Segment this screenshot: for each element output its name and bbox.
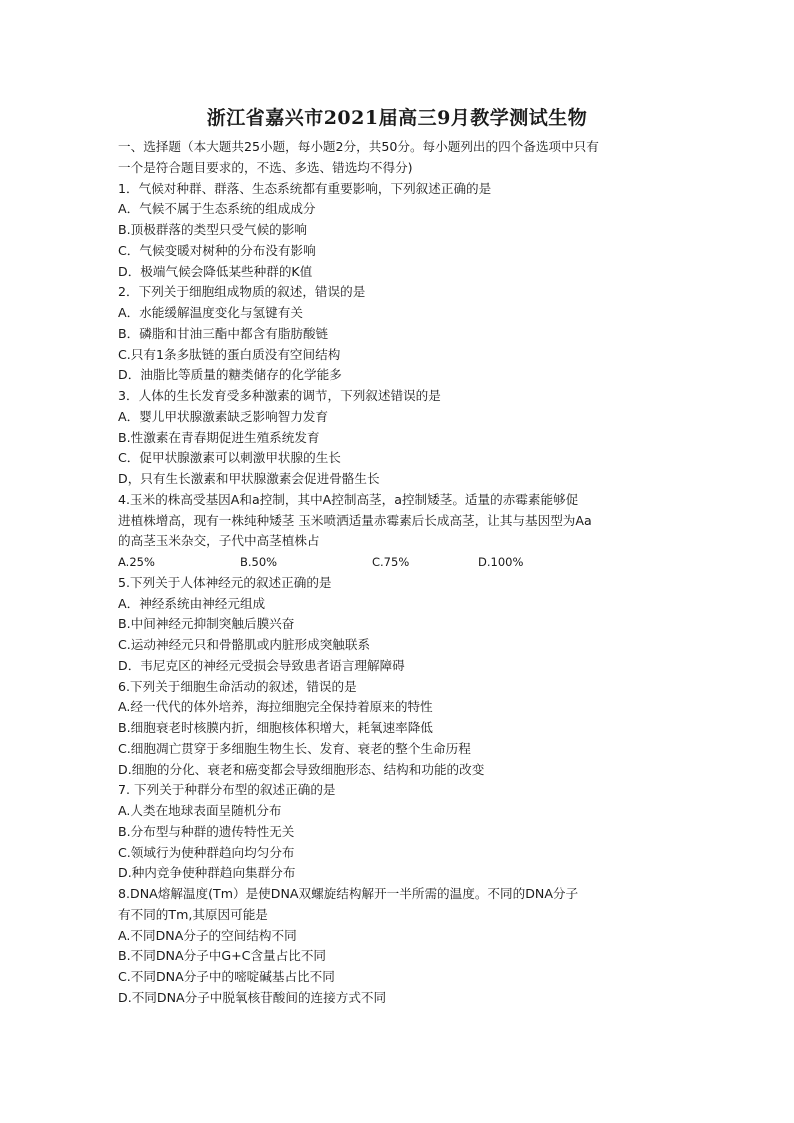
question-stem: 2．下列关于细胞组成物质的叙述，错误的是 [118,284,366,300]
question-stem: 的高茎玉米杂交，子代中高茎植株占 [118,533,320,549]
answer-option: A．水能缓解温度变化与氢键有关 [118,305,303,320]
answer-option: D．韦尼克区的神经元受损会导致患者语言理解障碍 [118,657,405,673]
answer-option: B．磷脂和甘油三酯中都含有脂肪酸链 [118,325,329,341]
answer-option: D.不同DNA分子中脱氧核苷酸间的连接方式不同 [118,989,387,1005]
answer-option: A．婴儿甲状腺激素缺乏影响智力发育 [118,408,329,424]
answer-option: C.75% [372,555,410,569]
question-stem: 8.DNA熔解温度(Tm）是使DNA双螺旋结构解开一半所需的温度。不同的DNA分子 [118,886,579,901]
answer-option: A．气候不属于生态系统的组成成分 [118,201,316,217]
answer-option: D．极端气候会降低某些种群的K值 [118,263,313,279]
answer-option: B.细胞衰老时核膜内折，细胞核体积增大，耗氧速率降低 [118,720,433,735]
question-text [118,137,678,1009]
answer-option: C.领域行为使种群趋向均匀分布 [118,844,295,860]
answer-option: B.不同DNA分子中G+C含量占比不同 [118,948,327,964]
text-line: 一个是符合题目要求的，不选、多选、错选均不得分) [118,159,413,175]
answer-option: B.50% [240,555,278,569]
answer-option: A.25% [118,555,155,569]
answer-option: C.只有1条多肽链的蛋白质没有空间结构 [118,346,341,362]
answer-option: D.100% [478,555,524,569]
answer-option: A．神经系统由神经元组成 [118,595,266,611]
text-line: 一、选择题（本大题共25小题，每小题2分，共50分。每小题列出的四个备选项中只有 [118,139,599,154]
question-stem: 6.下列关于细胞生命活动的叙述，错误的是 [118,678,357,694]
question-stem: 1．气候对种群、群落、生态系统都有重要影响，下列叙述正确的是 [118,180,492,196]
answer-option: B.中间神经元抑制突触后膜兴奋 [118,616,295,632]
answer-option: C．促甲状腺激素可以刺激甲状腺的生长 [118,450,341,466]
answer-option: D．油脂比等质量的糖类储存的化学能多 [118,367,342,383]
q4-options-row [118,552,678,573]
answer-option: C.运动神经元只和骨骼肌或内脏形成突触联系 [118,637,371,652]
answer-option: B.性激素在青春期促进生殖系统发育 [118,429,320,445]
answer-option: A.人类在地球表面呈随机分布 [118,803,282,818]
answer-option: D.种内竞争使种群趋向集群分布 [118,865,296,881]
question-stem: 进植株增高，现有一株纯种矮茎 玉米喷洒适量赤霉素后长成高茎，让其与基因型为Aa [118,512,592,528]
answer-option: D.细胞的分化、衰老和癌变都会导致细胞形态、结构和功能的改变 [118,761,485,777]
answer-option: B.分布型与种群的遗传特性无关 [118,823,295,839]
page-title: 浙江省嘉兴市2021届高三9月教学测试生物 [206,107,588,129]
question-stem: 5.下列关于人体神经元的叙述正确的是 [118,574,332,590]
answer-option: C.细胞凋亡贯穿于多细胞生物生长、发育、衰老的整个生命历程 [118,740,471,756]
answer-option: D，只有生长激素和甲状腺激素会促进骨骼生长 [118,471,380,486]
question-stem: 有不同的Tm,其原因可能是 [118,906,268,922]
answer-option: C.不同DNA分子中的嘧啶碱基占比不同 [118,969,335,984]
question-stem: 3．人体的生长发育受多种激素的调节，下列叙述错误的是 [118,388,441,403]
answer-option: C．气候变暖对树种的分布没有影响 [118,242,316,258]
answer-option: A.经一代代的体外培养，海拉细胞完全保持着原来的特性 [118,699,433,715]
answer-option: B.顶极群落的类型只受气候的影响 [118,222,307,237]
question-stem: 4.玉米的株高受基因A和a控制，其中A控制高茎，a控制矮茎。适量的赤霉素能够促 [118,491,579,507]
answer-option: A.不同DNA分子的空间结构不同 [118,927,297,943]
question-stem: 7. 下列关于种群分布型的叙述正确的是 [118,782,336,798]
